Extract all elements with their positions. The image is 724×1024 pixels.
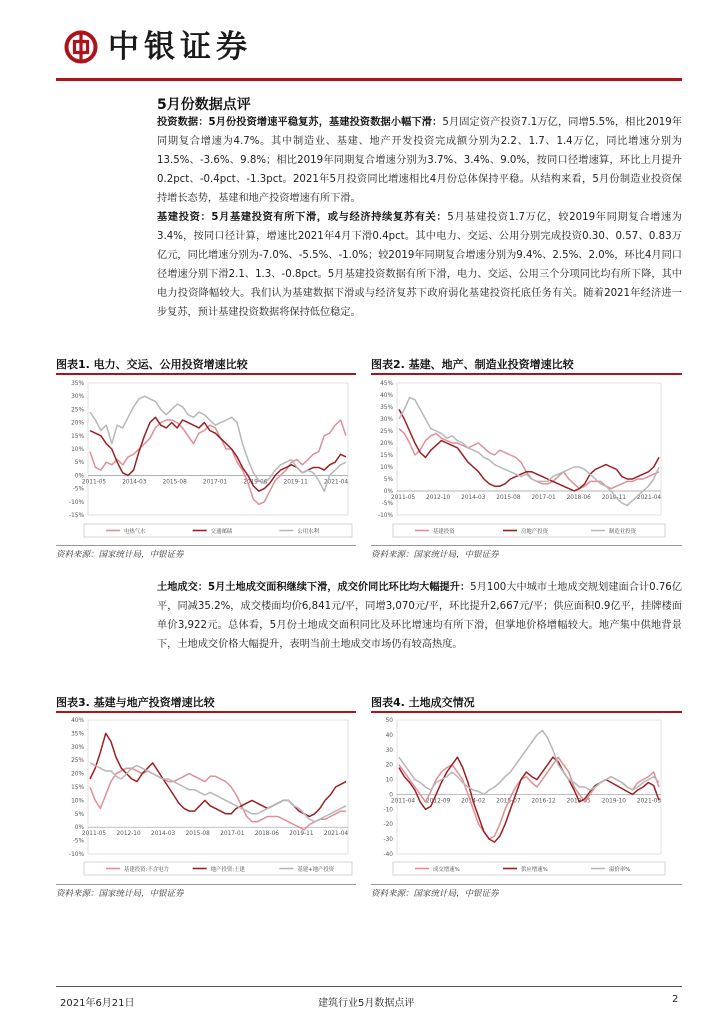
x-tick-label: 2011-05 (81, 831, 107, 838)
y-tick-label: 15% (380, 453, 393, 459)
x-tick-label: 2011-04 (390, 798, 416, 805)
y-tick-label: 5% (383, 477, 393, 483)
x-tick-label: 2017-01 (531, 495, 556, 501)
x-tick-label: 2018-06 (254, 831, 279, 838)
legend-label: 基建投资 (433, 529, 455, 535)
figure-3-rule (56, 711, 356, 713)
y-tick-label: 10% (380, 465, 393, 471)
footer-date: 2021年6月21日 (60, 998, 135, 1009)
y-tick-label: 20 (385, 762, 393, 769)
x-tick-label: 2019-11 (289, 831, 314, 838)
legend-label: 基建+地产投资 (297, 867, 335, 873)
y-tick-label: -20 (383, 822, 393, 829)
footer-divider (56, 986, 682, 987)
y-tick-label: 0% (74, 473, 84, 480)
x-tick-label: 2021-04 (636, 495, 662, 501)
x-tick-label: 2016-12 (531, 798, 556, 805)
x-tick-label: 2018-06 (566, 495, 591, 501)
figure-2-source-rule (371, 545, 682, 546)
x-tick-label: 2019-11 (283, 479, 308, 486)
chart-4 (371, 714, 682, 882)
paragraph-lead: 投资数据：5月份投资增速平稳复苏，基建投资数据小幅下滑： (157, 117, 443, 128)
figure-2-title: 图表2. 基建、地产、制造业投资增速比较 (371, 358, 574, 371)
series-line-2 (399, 409, 659, 491)
y-tick-label: 30% (71, 744, 84, 751)
figure-4-rule (371, 711, 682, 713)
y-tick-label: 15% (71, 433, 84, 440)
x-tick-label: 2021-03 (636, 798, 662, 805)
legend-label: 房地产投资 (521, 529, 548, 535)
figure-3-source-rule (56, 884, 356, 885)
y-tick-label: -30 (383, 837, 393, 844)
paragraph-investment (157, 113, 682, 208)
y-tick-label: -5% (381, 501, 393, 507)
series-line-3 (399, 397, 659, 505)
y-tick-label: -10% (69, 499, 84, 506)
figure-3-source: 资料来源：国家统计局，中银证券 (56, 889, 184, 899)
y-tick-label: -5% (72, 838, 84, 845)
legend-label: 基建投资:不含电力 (124, 867, 169, 873)
chart-3 (62, 714, 356, 882)
chart-4-svg (371, 714, 682, 882)
legend-label: 溢价率% (609, 867, 631, 873)
y-tick-label: 25% (71, 407, 84, 414)
x-tick-label: 2014-03 (151, 831, 176, 838)
figure-4-source-rule (371, 884, 682, 885)
chart-plot-frame (88, 383, 348, 515)
series-line-3 (399, 730, 659, 794)
chart-2-svg (371, 377, 682, 543)
figure-1-title: 图表1. 电力、交运、公用投资增速比较 (56, 358, 248, 371)
x-tick-label: 2014-02 (461, 798, 486, 805)
x-tick-label: 2011-05 (81, 479, 107, 486)
paragraph-body: 5月100大中城市土地成交规划建面合计0.76亿平，同减35.2%，成交楼面均价6,841元/平，同增3,070元/平，环比提升2,667元/平；供应面积0.9亿平，挂牌楼面单价3,922元。总体看，5月份土地成交面积同比及环比增速均有所下滑，但掌地价格增幅较大。地产集中供地背景下，土地成交价格大幅提升，表明当前土地成交市场仍有较高热度。 (157, 582, 682, 650)
x-tick-label: 2021-04 (323, 479, 349, 486)
footer-doc-title: 建筑行业5月数据点评 (318, 998, 415, 1009)
figure-4-title: 图表4. 土地成交情况 (371, 696, 475, 709)
brand-logo (64, 30, 252, 64)
y-tick-label: 0 (389, 792, 393, 799)
brand-name: 中银证券 (108, 29, 252, 65)
legend-label: 电热气水 (124, 529, 146, 535)
y-tick-label: 35% (380, 405, 393, 411)
y-tick-label: -10% (69, 852, 84, 858)
legend-label: 交通邮储 (210, 529, 233, 535)
y-tick-label: 10% (71, 447, 84, 453)
paragraph-lead: 基建投资：5月基建投资有所下滑，或与经济持续复苏有关： (157, 212, 448, 223)
chart-3-svg (62, 714, 356, 882)
paragraph-infrastructure (157, 208, 682, 322)
y-tick-label: 50 (385, 718, 393, 724)
y-tick-label: 10 (385, 777, 393, 784)
figure-1-rule (56, 373, 356, 375)
legend-label: 地产投资:土建 (210, 867, 245, 873)
section-title: 5月份数据点评 (157, 97, 251, 113)
bank-of-china-logo-icon (64, 30, 98, 64)
page-number: 2 (672, 994, 679, 1005)
y-tick-label: 0% (383, 489, 393, 495)
paragraph-body: 5月固定资产投资7.1万亿，同增5.5%，相比2019年同期复合增速为4.7%。其中制造业、基建、地产开发投资完成额分别为2.2、1.7、1.4万亿，同比增速分别为13.5%、-3.6%、9.8%；相比2019年同期复合增速分别为3.7%、3.4%、9.0%，按同口径增速算，环比上月提升0.2pct、-0.4pct、-1.3pct。2021年5月投资同比增速相比4月份总体保持平稳。从结构来看，5月份制造业投资保持增长态势，基建和地产投资增速有所下滑。 (157, 117, 682, 204)
legend-label: 成交增速% (433, 867, 460, 873)
x-tick-label: 2017-01 (220, 831, 245, 838)
chart-plot-frame (397, 720, 661, 854)
x-tick-label: 2011-05 (390, 495, 416, 501)
chart-1 (62, 377, 356, 543)
x-tick-label: 2014-03 (122, 479, 147, 486)
x-tick-label: 2015-08 (162, 479, 187, 486)
figure-3-title: 图表3. 基建与地产投资增速比较 (56, 696, 215, 709)
y-tick-label: 25% (71, 758, 84, 765)
y-tick-label: -10% (378, 513, 393, 519)
x-tick-label: 2015-07 (496, 798, 521, 805)
series-line-1 (90, 768, 346, 830)
y-tick-label: 35% (71, 731, 84, 738)
y-tick-label: 45% (380, 381, 393, 387)
y-tick-label: 5% (74, 811, 84, 818)
y-tick-label: 15% (71, 785, 84, 791)
x-tick-label: 2018-05 (566, 798, 591, 805)
y-tick-label: 5% (74, 460, 84, 467)
paragraph-land (157, 578, 682, 654)
y-tick-label: 35% (71, 381, 84, 387)
y-tick-label: -5% (72, 486, 84, 493)
figure-2-source: 资料来源：国家统计局，中银证券 (371, 550, 499, 560)
y-tick-label: -15% (69, 513, 84, 519)
y-tick-label: 30% (71, 394, 84, 401)
legend-label: 供应增速% (521, 867, 548, 873)
x-tick-label: 2012-09 (426, 798, 451, 805)
x-tick-label: 2019-11 (601, 495, 626, 501)
paragraph-body: 5月基建投资1.7万亿，较2019年同期复合增速为3.4%，按同口径计算，增速比2021年4月下滑0.4pct。其中电力、交运、公用分别完成投资0.30、0.57、0.83万亿元，同比增速分别为-7.0%、-5.5%、-1.0%；较2019年同期复合增速分别为9.4%、2.5%、2.0%，环比4月同口径增速分别下滑2.1、1.3、-0.8pct。5月基建投资数据有所下滑，电力、交运、公用三个分项同比均有所下降，其中电力投资降幅较大。我们认为基建数据下滑或与经济复苏下政府弱化基建投资托底任务有关。随着2021年经济进一步复苏，预计基建投资数据将保持低位稳定。 (157, 212, 682, 318)
series-line-3 (90, 763, 346, 822)
series-line-3 (90, 396, 346, 491)
y-tick-label: 40 (385, 732, 393, 739)
x-tick-label: 2015-08 (185, 831, 210, 838)
figure-1-source: 资料来源：国家统计局，中银证券 (56, 550, 184, 560)
figure-2-rule (371, 373, 682, 375)
legend-label: 制造业投资 (609, 529, 636, 535)
y-tick-label: 20% (71, 420, 84, 427)
x-tick-label: 2019-06 (243, 479, 268, 486)
y-tick-label: 40% (71, 718, 84, 724)
figure-1-source-rule (56, 545, 356, 546)
y-tick-label: -40 (383, 852, 393, 858)
x-tick-label: 2012-10 (426, 495, 451, 501)
legend-label: 公用水利 (297, 529, 319, 535)
y-tick-label: 10% (71, 798, 84, 805)
x-tick-label: 2021-04 (323, 831, 349, 838)
y-tick-label: 20% (71, 771, 84, 778)
x-tick-label: 2014-03 (461, 495, 486, 501)
x-tick-label: 2017-01 (202, 479, 228, 486)
x-tick-label: 2019-10 (601, 798, 626, 805)
chart-1-svg (62, 377, 356, 543)
header-divider (56, 78, 682, 81)
x-tick-label: 2012-10 (116, 831, 141, 838)
y-tick-label: 25% (380, 429, 393, 435)
x-tick-label: 2015-08 (496, 495, 521, 501)
figure-4-source: 资料来源：国家统计局，中银证券 (371, 889, 499, 899)
series-line-2 (90, 733, 346, 816)
y-tick-label: -10 (383, 807, 393, 814)
chart-2 (371, 377, 682, 543)
paragraph-lead: 土地成交：5月土地成交面积继续下滑，成交价同比环比均大幅提升： (157, 582, 471, 593)
y-tick-label: 30% (380, 417, 393, 423)
y-tick-label: 40% (380, 393, 393, 399)
y-tick-label: 0% (74, 825, 84, 832)
y-tick-label: 20% (380, 441, 393, 447)
y-tick-label: 30 (385, 747, 393, 754)
series-line-1 (399, 429, 659, 489)
series-line-1 (90, 420, 346, 504)
